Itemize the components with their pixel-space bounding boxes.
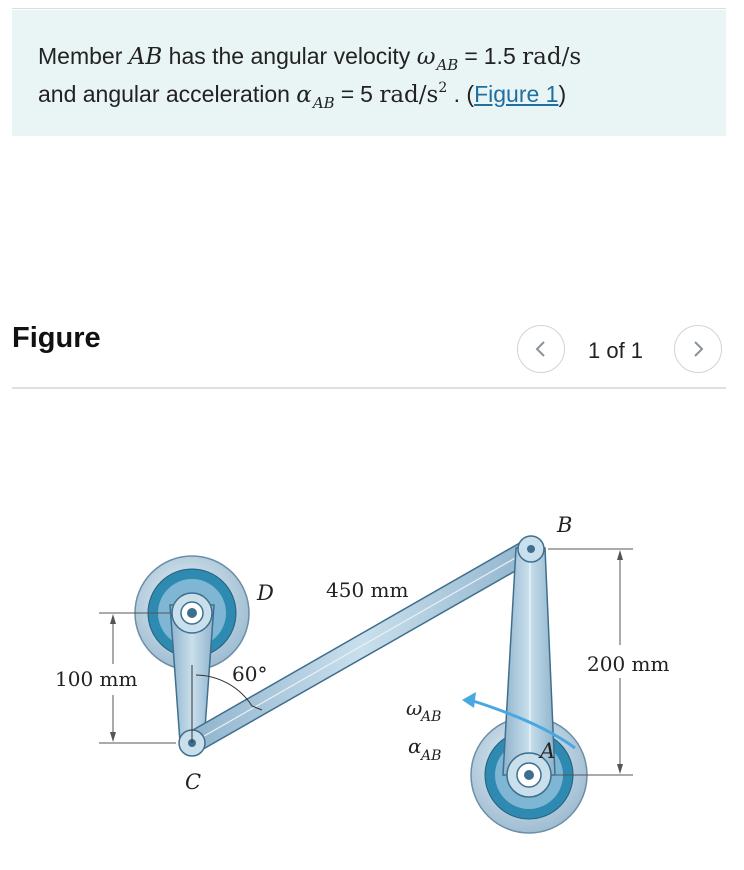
omega-value: 1.5 <box>483 43 516 69</box>
omega-ab-subscript: AB <box>421 709 442 725</box>
member-ab: AB <box>128 44 163 70</box>
point-c-label: C <box>185 770 202 794</box>
point-a-label: A <box>540 739 556 763</box>
alpha-ab-subscript: AB <box>421 748 442 764</box>
alpha-symbol: α <box>296 82 312 108</box>
problem-text: Member <box>38 43 129 69</box>
figure-heading: Figure <box>12 322 101 354</box>
pin-b <box>518 536 544 562</box>
alpha-unit: rad/s <box>379 82 439 108</box>
alpha-ab-symbol: α <box>408 734 422 758</box>
point-b-label: B <box>557 513 573 537</box>
point-d-label: D <box>257 581 274 605</box>
figure-1-link[interactable]: Figure 1 <box>474 81 559 107</box>
angle-label: 60° <box>232 662 268 686</box>
alpha-unit-exponent: 2 <box>438 80 448 96</box>
dimension-100mm-label: 100 mm <box>55 667 138 691</box>
problem-text: and angular acceleration <box>38 81 297 107</box>
length-450mm-label: 450 mm <box>326 578 409 602</box>
problem-text: ) <box>558 81 567 107</box>
figure-pager: 1 of 1 <box>588 338 644 363</box>
alpha-subscript: AB <box>312 94 335 112</box>
omega-ab-symbol: ω <box>406 696 423 720</box>
omega-subscript: AB <box>436 56 459 74</box>
equals-sign: = <box>464 43 478 69</box>
omega-unit: rad/s <box>522 44 582 70</box>
problem-text: has the angular velocity <box>162 43 417 69</box>
equals-sign: = <box>340 81 355 107</box>
problem-text: . ( <box>447 81 475 107</box>
alpha-value: 5 <box>360 81 373 107</box>
dimension-200mm-label: 200 mm <box>587 652 670 676</box>
omega-symbol: ω <box>416 44 436 70</box>
